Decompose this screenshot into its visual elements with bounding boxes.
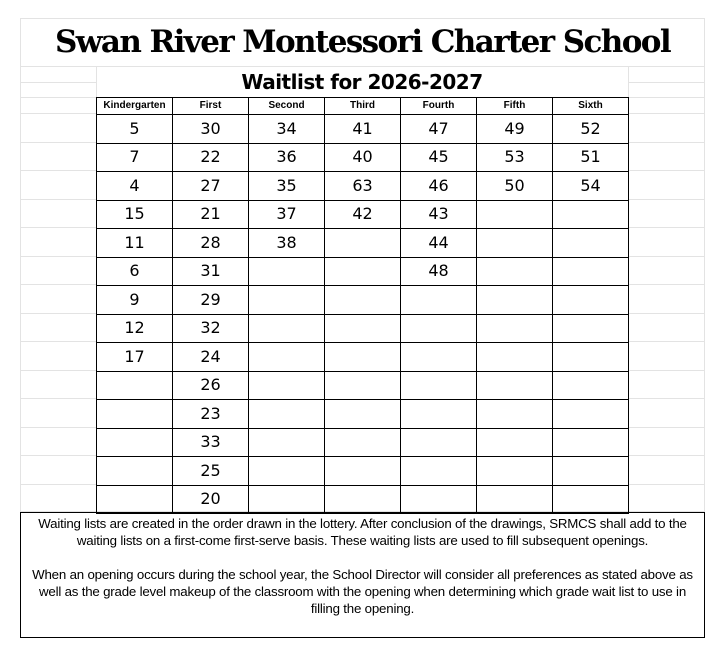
cell-fourth[interactable] xyxy=(401,428,477,457)
gridline xyxy=(20,170,96,171)
cell-kindergarten[interactable]: 7 xyxy=(97,143,173,172)
column-header-fourth: Fourth xyxy=(401,98,477,115)
gridline xyxy=(628,370,705,371)
cell-fourth[interactable] xyxy=(401,457,477,486)
cell-sixth[interactable]: 51 xyxy=(553,143,629,172)
cell-first[interactable]: 29 xyxy=(173,286,249,315)
cell-kindergarten[interactable]: 15 xyxy=(97,200,173,229)
cell-second[interactable] xyxy=(249,428,325,457)
table-header-row xyxy=(97,98,629,115)
gridline xyxy=(628,113,705,114)
cell-kindergarten[interactable]: 11 xyxy=(97,229,173,258)
gridline xyxy=(628,66,629,97)
cell-sixth[interactable] xyxy=(553,343,629,372)
gridline xyxy=(20,398,96,399)
gridline xyxy=(20,97,96,98)
cell-fifth[interactable] xyxy=(477,200,553,229)
cell-second[interactable] xyxy=(249,314,325,343)
cell-fourth[interactable] xyxy=(401,343,477,372)
table-row xyxy=(97,229,629,258)
gridline xyxy=(628,82,705,83)
cell-first[interactable]: 25 xyxy=(173,457,249,486)
cell-second[interactable]: 38 xyxy=(249,229,325,258)
cell-first[interactable]: 28 xyxy=(173,229,249,258)
cell-second[interactable] xyxy=(249,257,325,286)
cell-third[interactable] xyxy=(325,400,401,429)
cell-fifth[interactable]: 49 xyxy=(477,115,553,144)
cell-third[interactable] xyxy=(325,314,401,343)
notes-paragraph-openings: When an opening occurs during the school year, the School Director will consider all preferences as stated above as well as the grade level makeup of the classroom with the opening when determining which grade wait list to use in filling the opening. xyxy=(32,567,693,616)
waitlist-notes xyxy=(20,512,705,638)
notes-paragraph-lottery: Waiting lists are created in the order drawn in the lottery. After conclusion of the drawings, SRMCS shall add to the waiting lists on a first-come first-serve basis. These waiting lists are used to fill subsequent openings. xyxy=(38,516,687,548)
cell-kindergarten[interactable] xyxy=(97,485,173,514)
cell-third[interactable] xyxy=(325,343,401,372)
gridline xyxy=(20,341,96,342)
cell-sixth[interactable] xyxy=(553,400,629,429)
cell-third[interactable] xyxy=(325,229,401,258)
gridline xyxy=(628,199,705,200)
cell-second[interactable] xyxy=(249,485,325,514)
cell-first[interactable]: 21 xyxy=(173,200,249,229)
table-row xyxy=(97,457,629,486)
table-row xyxy=(97,172,629,201)
cell-fifth[interactable] xyxy=(477,229,553,258)
cell-third[interactable] xyxy=(325,371,401,400)
cell-third[interactable] xyxy=(325,286,401,315)
cell-second[interactable] xyxy=(249,343,325,372)
cell-second[interactable]: 34 xyxy=(249,115,325,144)
gridline xyxy=(628,398,705,399)
cell-kindergarten[interactable] xyxy=(97,371,173,400)
table-row xyxy=(97,115,629,144)
table-row xyxy=(97,314,629,343)
gridline xyxy=(628,142,705,143)
cell-first[interactable]: 23 xyxy=(173,400,249,429)
table-row xyxy=(97,257,629,286)
cell-first[interactable]: 20 xyxy=(173,485,249,514)
gridline xyxy=(628,484,705,485)
cell-second[interactable] xyxy=(249,371,325,400)
gridline xyxy=(20,370,96,371)
column-header-second: Second xyxy=(249,98,325,115)
cell-fifth[interactable] xyxy=(477,371,553,400)
gridline xyxy=(20,313,96,314)
cell-third[interactable] xyxy=(325,457,401,486)
cell-sixth[interactable]: 54 xyxy=(553,172,629,201)
cell-fourth[interactable]: 46 xyxy=(401,172,477,201)
cell-fifth[interactable] xyxy=(477,457,553,486)
cell-second[interactable]: 37 xyxy=(249,200,325,229)
gridline xyxy=(628,455,705,456)
gridline xyxy=(628,97,705,98)
cell-kindergarten[interactable]: 6 xyxy=(97,257,173,286)
cell-fifth[interactable] xyxy=(477,485,553,514)
waitlist-table xyxy=(96,97,629,514)
table-row xyxy=(97,343,629,372)
table-row xyxy=(97,428,629,457)
cell-second[interactable] xyxy=(249,400,325,429)
column-header-third: Third xyxy=(325,98,401,115)
table-row xyxy=(97,143,629,172)
cell-sixth[interactable] xyxy=(553,200,629,229)
cell-sixth[interactable] xyxy=(553,257,629,286)
cell-kindergarten[interactable] xyxy=(97,400,173,429)
cell-second[interactable] xyxy=(249,457,325,486)
cell-third[interactable] xyxy=(325,485,401,514)
gridline xyxy=(628,256,705,257)
cell-first[interactable]: 33 xyxy=(173,428,249,457)
cell-fourth[interactable]: 45 xyxy=(401,143,477,172)
cell-sixth[interactable] xyxy=(553,457,629,486)
gridline xyxy=(628,227,705,228)
cell-first[interactable]: 30 xyxy=(173,115,249,144)
cell-kindergarten[interactable]: 5 xyxy=(97,115,173,144)
cell-second[interactable]: 35 xyxy=(249,172,325,201)
cell-fifth[interactable] xyxy=(477,428,553,457)
gridline xyxy=(20,455,96,456)
cell-kindergarten[interactable]: 4 xyxy=(97,172,173,201)
cell-fifth[interactable]: 53 xyxy=(477,143,553,172)
gridline xyxy=(20,199,96,200)
cell-first[interactable]: 26 xyxy=(173,371,249,400)
cell-fifth[interactable] xyxy=(477,400,553,429)
cell-fourth[interactable] xyxy=(401,286,477,315)
cell-kindergarten[interactable]: 9 xyxy=(97,286,173,315)
gridline xyxy=(20,284,96,285)
cell-sixth[interactable]: 52 xyxy=(553,115,629,144)
gridline xyxy=(20,427,96,428)
cell-fourth[interactable]: 43 xyxy=(401,200,477,229)
gridline xyxy=(628,284,705,285)
table-body xyxy=(97,115,629,514)
cell-fifth[interactable]: 50 xyxy=(477,172,553,201)
cell-kindergarten[interactable]: 12 xyxy=(97,314,173,343)
cell-first[interactable]: 27 xyxy=(173,172,249,201)
cell-sixth[interactable] xyxy=(553,314,629,343)
cell-first[interactable]: 31 xyxy=(173,257,249,286)
column-header-sixth: Sixth xyxy=(553,98,629,115)
column-header-kindergarten: Kindergarten xyxy=(97,98,173,115)
cell-first[interactable]: 24 xyxy=(173,343,249,372)
school-title: Swan River Montessori Charter School xyxy=(54,24,671,60)
cell-fourth[interactable] xyxy=(401,371,477,400)
cell-fifth[interactable] xyxy=(477,286,553,315)
gridline xyxy=(628,313,705,314)
cell-sixth[interactable] xyxy=(553,286,629,315)
column-header-fifth: Fifth xyxy=(477,98,553,115)
cell-fifth[interactable] xyxy=(477,257,553,286)
cell-third[interactable]: 63 xyxy=(325,172,401,201)
table-row xyxy=(97,400,629,429)
cell-fourth[interactable] xyxy=(401,314,477,343)
cell-fourth[interactable]: 47 xyxy=(401,115,477,144)
cell-third[interactable] xyxy=(325,428,401,457)
cell-first[interactable]: 22 xyxy=(173,143,249,172)
gridline xyxy=(20,484,96,485)
cell-fourth[interactable]: 44 xyxy=(401,229,477,258)
gridline xyxy=(20,113,96,114)
table-row xyxy=(97,485,629,514)
waitlist-subtitle: Waitlist for 2026-2027 xyxy=(241,70,483,94)
gridline xyxy=(20,256,96,257)
table-row xyxy=(97,286,629,315)
cell-kindergarten[interactable]: 17 xyxy=(97,343,173,372)
column-header-first: First xyxy=(173,98,249,115)
cell-third[interactable] xyxy=(325,257,401,286)
cell-third[interactable]: 41 xyxy=(325,115,401,144)
cell-fourth[interactable] xyxy=(401,485,477,514)
cell-second[interactable] xyxy=(249,286,325,315)
cell-sixth[interactable] xyxy=(553,229,629,258)
cell-second[interactable]: 36 xyxy=(249,143,325,172)
cell-first[interactable]: 32 xyxy=(173,314,249,343)
gridline xyxy=(20,142,96,143)
gridline xyxy=(20,227,96,228)
cell-fifth[interactable] xyxy=(477,343,553,372)
cell-sixth[interactable] xyxy=(553,371,629,400)
cell-fourth[interactable] xyxy=(401,400,477,429)
cell-kindergarten[interactable] xyxy=(97,428,173,457)
gridline xyxy=(628,170,705,171)
gridline xyxy=(20,82,96,83)
cell-fourth[interactable]: 48 xyxy=(401,257,477,286)
cell-fifth[interactable] xyxy=(477,314,553,343)
cell-third[interactable]: 40 xyxy=(325,143,401,172)
cell-kindergarten[interactable] xyxy=(97,457,173,486)
cell-sixth[interactable] xyxy=(553,485,629,514)
table-row xyxy=(97,200,629,229)
table-row xyxy=(97,371,629,400)
gridline xyxy=(628,427,705,428)
gridline xyxy=(628,341,705,342)
cell-third[interactable]: 42 xyxy=(325,200,401,229)
cell-sixth[interactable] xyxy=(553,428,629,457)
